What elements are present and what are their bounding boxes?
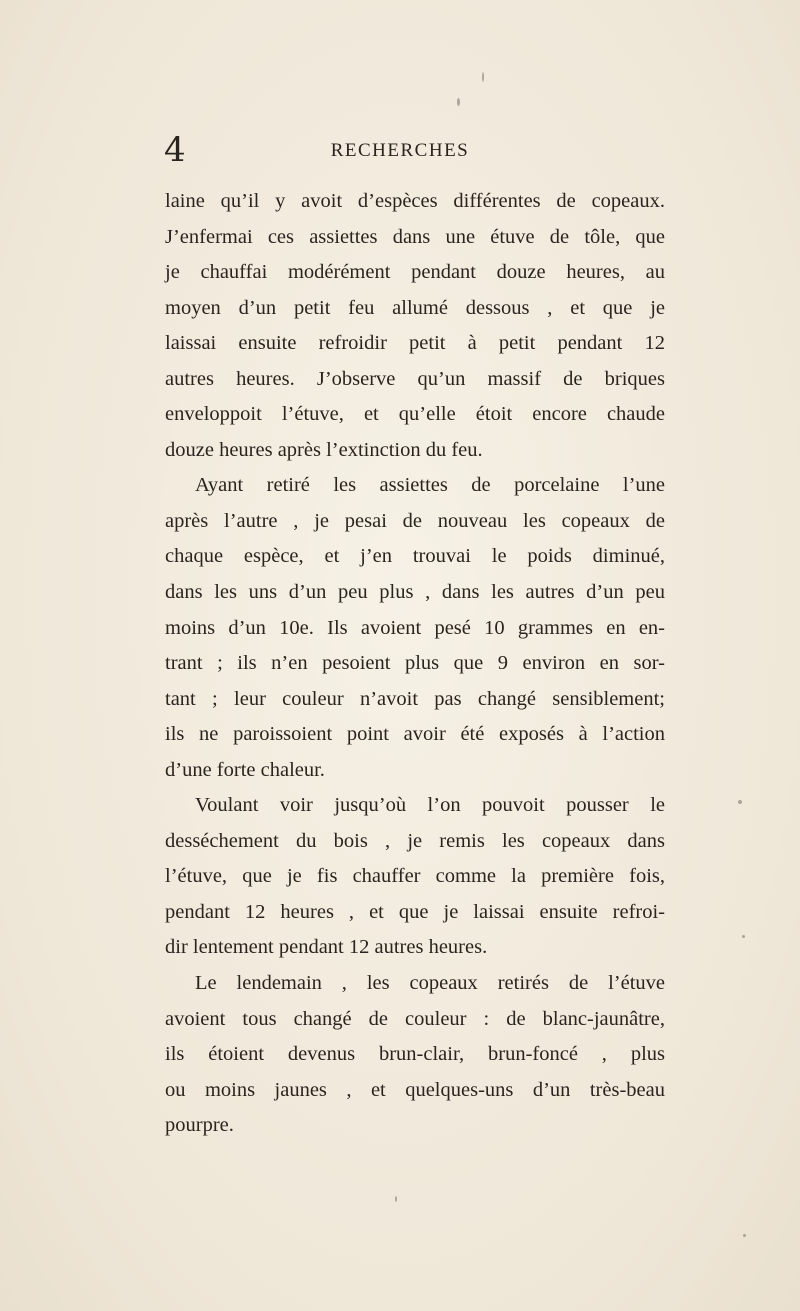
page-number: 4 [164, 130, 186, 170]
text-line: Ayant retiré les assiettes de porcelaine l’une [195, 474, 665, 497]
text-line: ou moins jaunes , et quelques-uns d’un très-beau [165, 1078, 665, 1101]
text-line: douze heures après l’extinction du feu. [165, 438, 483, 461]
text-line: ils ne paroissoient point avoir été exposés à l’action [165, 723, 665, 746]
text-line: pourpre. [165, 1114, 234, 1137]
running-title: RECHERCHES [330, 140, 470, 161]
text-line: avoient tous changé de couleur : de blanc-jaunâtre, [165, 1007, 665, 1030]
text-line: autres heures. J’observe qu’un massif de briques [165, 367, 665, 390]
text-line: moyen d’un petit feu allumé dessous , et que je [165, 296, 665, 319]
text-line: ils étoient devenus brun-clair, brun-foncé , plus [165, 1043, 665, 1066]
text-line: enveloppoit l’étuve, et qu’elle étoit encore chaude [165, 403, 665, 426]
text-line: desséchement du bois , je remis les copeaux dans [165, 829, 665, 852]
text-line: d’une forte chaleur. [165, 758, 325, 781]
text-line: pendant 12 heures , et que je laissai ensuite refroi- [165, 900, 665, 923]
paper-speck [743, 1234, 746, 1237]
text-line: je chauffai modérément pendant douze heures, au [165, 261, 665, 284]
text-line: l’étuve, que je fis chauffer comme la première fois, [165, 865, 665, 888]
body-text [165, 184, 665, 1144]
text-line: tant ; leur couleur n’avoit pas changé sensiblement; [165, 687, 665, 710]
paper-speck [738, 800, 742, 804]
paper-speck [457, 98, 460, 106]
text-line: moins d’un 10e. Ils avoient pesé 10 grammes en en- [165, 616, 665, 639]
text-line: laine qu’il y avoit d’espèces différentes de copeaux. [165, 190, 665, 212]
text-line: chaque espèce, et j’en trouvai le poids diminué, [165, 545, 665, 568]
paper-speck [482, 72, 484, 82]
text-line: trant ; ils n’en pesoient plus que 9 environ en sor- [165, 652, 665, 675]
paper-speck [742, 935, 745, 938]
text-line: laissai ensuite refroidir petit à petit pendant 12 [165, 332, 665, 355]
text-line: Voulant voir jusqu’où l’on pouvoit pousser le [195, 794, 665, 817]
text-line: dans les uns d’un peu plus , dans les autres d’un peu [165, 581, 665, 604]
text-line: après l’autre , je pesai de nouveau les copeaux de [165, 509, 665, 532]
page-header [0, 130, 800, 174]
text-line: dir lentement pendant 12 autres heures. [165, 936, 488, 959]
text-line: Le lendemain , les copeaux retirés de l’étuve [195, 972, 665, 995]
text-line: J’enfermai ces assiettes dans une étuve de tôle, que [165, 225, 665, 248]
paper-speck [395, 1196, 397, 1202]
